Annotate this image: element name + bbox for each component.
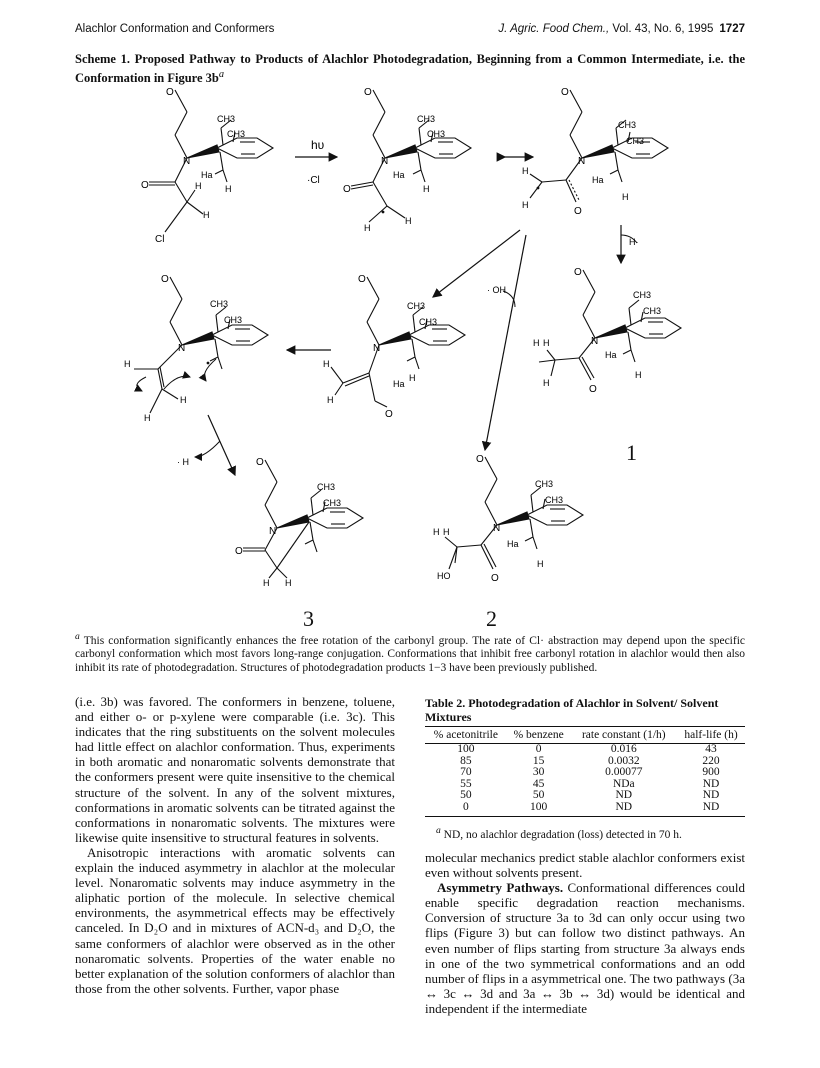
nitrogen-label: N (578, 156, 586, 167)
ha-label: Ha (393, 379, 405, 389)
column-header: % benzene (507, 727, 571, 744)
oxygen-label: O (166, 87, 174, 98)
chlorine-label: Cl (155, 234, 165, 245)
molecule-radical-1 (343, 87, 471, 233)
compound-number-1: 1 (626, 440, 637, 465)
oxygen-label: O (385, 409, 393, 420)
paragraph: (i.e. 3b) was favored. The conformers in benzene, toluene, and either o- or p-xylene were comparable (i.e. 3c). This indicates that the ring substituents on the solvent molecules had little effect on alachlor conformation. Thus, experiments in both aromatic and nonaromatic solvents demonstrate that the conformers present were quite insensitive to the chemical structure of the solvent. In any of the solvent mixtures, conformations in aromatic solvents can be titrated against the conformations in nonaromatic solvents. The mixtures were likewise quite insensitive to structural features in solvents. (75, 694, 395, 845)
ch3-label: CH3 (545, 495, 564, 505)
paragraph (425, 880, 745, 1016)
table-cell: 30 (532, 766, 545, 779)
minus-h-arrow (177, 415, 235, 475)
oxygen-label: O (235, 546, 243, 557)
compound-2-structure (433, 454, 583, 584)
table-row (425, 744, 745, 756)
table-row (425, 802, 745, 816)
ha-label: Ha (592, 175, 604, 185)
oxygen-label: O (358, 274, 366, 285)
ch3-label: CH3 (217, 114, 236, 124)
oxygen-label: O (364, 87, 372, 98)
table-cell: 85 (460, 754, 472, 767)
scheme-footnote (75, 630, 745, 675)
nitrogen-label: N (381, 156, 389, 167)
nitrogen-label: N (269, 526, 277, 537)
ch3-label: CH3 (224, 315, 243, 325)
ch3-label: CH3 (643, 306, 662, 316)
table-cell: ND (702, 789, 720, 802)
oxygen-label: O (476, 454, 484, 465)
journal-volume: Vol. 43, No. 6, 1995 (612, 23, 714, 35)
h-label: H (364, 223, 371, 233)
ho-label: HO (437, 571, 451, 581)
ha-label: Ha (605, 350, 617, 360)
h-label: H (195, 181, 202, 191)
ch3-label: CH3 (417, 114, 436, 124)
ch3-label: CH3 (626, 136, 645, 146)
reaction-scheme (75, 85, 745, 625)
molecule-cyclization-intermediate (124, 274, 268, 423)
table-cell: 45 (532, 777, 545, 790)
column-header: rate constant (1/h) (571, 727, 678, 744)
column-header: % acetonitrile (425, 727, 507, 744)
nitrogen-label: N (591, 336, 599, 347)
table-footnote (436, 825, 682, 841)
paragraph: Anisotropic interactions with aromatic solvents can explain the induced asymmetry in alachlor at the molecular level. Nonaromatic solvents may induce asymmetry in the aliphatic portion of the molecule. In selective chemical environments, the asymmetrical effects may be effectively canceled. In D₂O and in mixtures of ACN-d₃ and D₂O, the same conformers of alachlor were observed as in the other nonaromatic solvents. Properties of the water enable no better explanation of the solution conformers of alachlor than those from the other solvents. Further, vapor phase (75, 844, 395, 996)
table-cell: ND (702, 777, 720, 790)
plus-h-arrow (621, 225, 639, 263)
compound-number-3: 3 (303, 606, 314, 631)
h-label: H (225, 184, 232, 194)
table-cell: 0.016 (610, 743, 637, 755)
table-cell: 100 (507, 802, 571, 816)
left-column (75, 694, 395, 996)
oxygen-label: O (491, 573, 499, 584)
table-cell: 0.00077 (605, 766, 643, 779)
table-cell: 50 (532, 789, 545, 802)
nitrogen-label: N (178, 343, 186, 354)
table-cell: 70 (460, 766, 472, 779)
table-cell: ND (615, 789, 633, 802)
hydroxyl-arrow (485, 235, 526, 450)
h-label: H (405, 216, 412, 226)
ch3-label: CH3 (535, 479, 554, 489)
plus-h-label: H· (629, 237, 639, 247)
journal-name: J. Agric. Food Chem., (498, 23, 610, 35)
h-label: H (522, 200, 529, 210)
table-row (425, 779, 745, 791)
scheme-footnote-text: This conformation significantly enhances the free rotation of the carbonyl group. The rate of Cl· abstraction may depend upon the specific carbonyl conformation which most favors long-range conjugation. Conformations that inhibit free carbonyl rotation in alachlor would then also inhibit its rate of photodegradation. Structures of photodegradation products 1−3 have been previously published. (75, 634, 745, 674)
column-header: half-life (h) (677, 727, 745, 744)
photolysis-arrow (295, 138, 337, 186)
scheme-caption-footnote-mark: a (218, 69, 225, 80)
table-row (425, 756, 745, 768)
h-label: H (285, 578, 292, 588)
running-header-citation (498, 23, 745, 35)
h-label: H (533, 338, 540, 348)
h-label: H (327, 395, 334, 405)
table-cell: 100 (457, 743, 475, 755)
table-photodegradation (425, 726, 745, 817)
h-label: H (635, 370, 642, 380)
table-cell: ND (571, 802, 678, 816)
oxygen-label: O (343, 184, 351, 195)
ha-label: Ha (507, 539, 519, 549)
ch3-label: CH3 (227, 129, 246, 139)
hv-label: hυ (311, 138, 325, 152)
ch3-label: CH3 (427, 129, 446, 139)
h-label: H (423, 184, 430, 194)
compound-1-structure (533, 267, 681, 395)
molecule-alachlor (141, 87, 273, 245)
minus-h-label: · H (177, 457, 189, 467)
oxygen-label: O (574, 267, 582, 278)
h-label: H (144, 413, 151, 423)
h-label: H (409, 373, 416, 383)
table-row (425, 790, 745, 802)
table-cell: ND (677, 802, 745, 816)
oh-label: · OH (487, 285, 506, 295)
table-cell: 15 (532, 754, 545, 767)
paragraph: molecular mechanics predict stable alachlor conformers exist even without solvents present. (425, 850, 745, 881)
oxygen-label: O (161, 274, 169, 285)
oxygen-label: O (561, 87, 569, 98)
h-label: H (323, 359, 330, 369)
h-label: H (433, 527, 440, 537)
table-cell: 0.0032 (607, 754, 640, 767)
h-label: H (622, 192, 629, 202)
oxygen-label: O (141, 180, 149, 191)
table-caption: Table 2. Photodegradation of Alachlor in Solvent/ Solvent Mixtures (425, 696, 719, 724)
h-label: H (443, 527, 450, 537)
table-cell: 43 (705, 743, 717, 755)
compound-number-2: 2 (486, 606, 497, 631)
oxygen-label: O (574, 206, 582, 217)
ch3-label: CH3 (210, 299, 229, 309)
nitrogen-label: N (183, 156, 191, 167)
nitrogen-label: N (373, 343, 381, 354)
h-label: H (203, 210, 210, 220)
diagonal-arrow-left (433, 230, 520, 297)
h-label: H (124, 359, 131, 369)
molecule-enol-radical (323, 274, 465, 420)
table-row (425, 767, 745, 779)
running-header-title: Alachlor Conformation and Conformers (75, 23, 275, 35)
h-label: H (180, 395, 187, 405)
scheme-caption (75, 52, 745, 86)
table-cell: 220 (702, 754, 720, 767)
h-label: H (543, 338, 550, 348)
compound-3-structure (235, 457, 363, 588)
table-cell: 900 (702, 766, 720, 779)
paragraph-text: Conformational differences could enable specific degradation reaction mechanisms. Conversion of structure 3a to 3d can only occur using two flips (Figure 3) but can follow two distinct pathways. An even number of flips starting from structure 3a always ends in one of the two symmetrical conformations and an odd number of flips in a asymmetrical one. The two pathways (3a ↔ 3c ↔ 3d and 3a ↔ 3b ↔ 3d) would be identical and independent if the intermediate (425, 880, 745, 1016)
right-column (425, 850, 745, 1016)
section-heading: Asymmetry Pathways. (437, 880, 564, 896)
table-footnote-text: ND, no alachlor degradation (loss) detected in 70 h. (443, 828, 682, 841)
nitrogen-label: N (493, 523, 501, 534)
ch3-label: CH3 (618, 120, 637, 130)
ch3-label: CH3 (317, 482, 336, 492)
table-cell: 0 (425, 802, 507, 816)
ch3-label: CH3 (419, 317, 438, 327)
oxygen-label: O (256, 457, 264, 468)
molecule-radical-2 (522, 87, 668, 217)
ch3-label: CH3 (407, 301, 426, 311)
ha-label: Ha (393, 170, 405, 180)
table-cell: 55 (460, 777, 472, 790)
table-cell: NDa (612, 777, 635, 790)
footnote-mark: a (436, 825, 441, 836)
h-label: H (522, 166, 529, 176)
ch3-label: CH3 (633, 290, 652, 300)
h-label: H (543, 378, 550, 388)
table-header-row (425, 727, 745, 744)
table-cell: 0 (535, 743, 542, 755)
oxygen-label: O (589, 384, 597, 395)
page-number: 1727 (719, 23, 745, 35)
table-cell: 50 (460, 789, 472, 802)
h-label: H (537, 559, 544, 569)
h-label: H (263, 578, 270, 588)
minus-cl-label: ·Cl (307, 175, 320, 186)
ha-label: Ha (201, 170, 213, 180)
scheme-caption-text: Scheme 1. Proposed Pathway to Products of Alachlor Photodegradation, Beginning from a Common Intermediate, i.e. the Conformation in Figure 3b (75, 52, 745, 86)
footnote-mark: a (75, 631, 80, 642)
ch3-label: CH3 (323, 498, 342, 508)
